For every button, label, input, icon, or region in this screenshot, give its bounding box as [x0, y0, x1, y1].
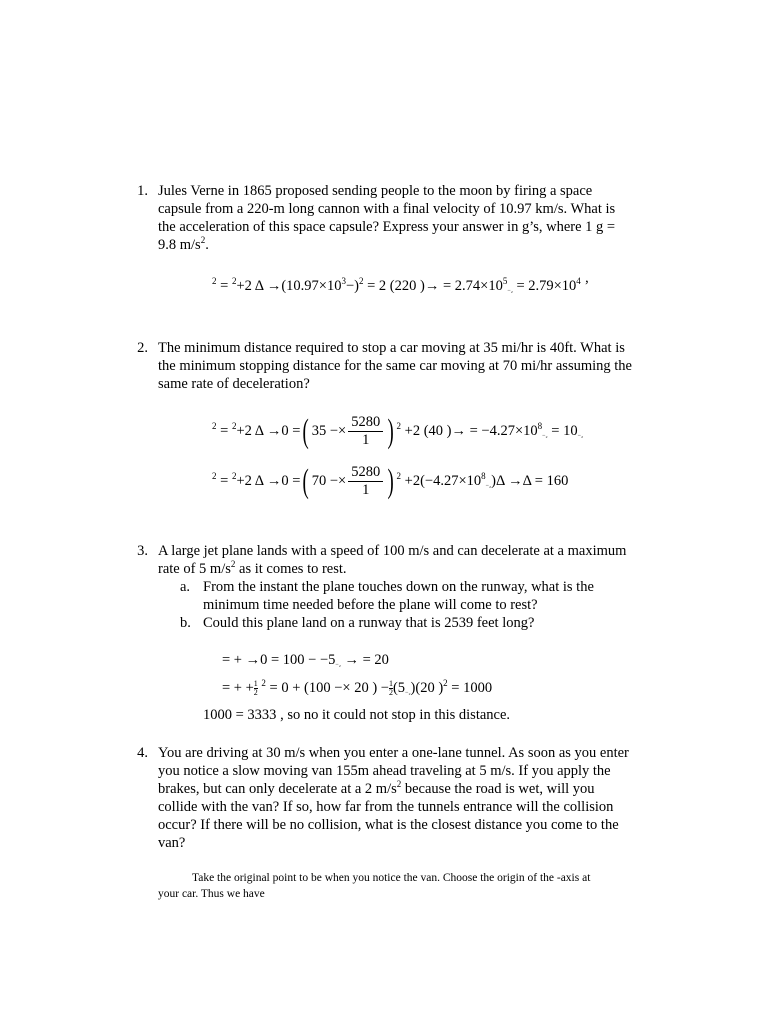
equation-2b: $^2$ = $^2$+2 Δ →0 =( 70 −× $\frac{5280}{1}$ ) $^2 +2(-4.27\times 10^8-_2)\Delta \to\Delta = 160$: [212, 462, 569, 500]
question-text-line: The minimum distance required to stop a car moving at 35 mi/hr is 40ft. What is: [158, 340, 625, 356]
subquestion-label: b.: [180, 615, 191, 631]
question-text-line: collide with the van? If so, how far from the tunnels entrance will the collision: [158, 799, 614, 815]
question-text-line: A large jet plane lands with a speed of 100 m/s and can decelerate at a maximum: [158, 543, 627, 559]
question-text-line: Jules Verne in 1865 proposed sending people to the moon by firing a space: [158, 183, 593, 199]
equation-3a: = + →0 = 100 − −5−₂ → = 20: [222, 652, 389, 668]
question-number: 4.: [137, 745, 148, 761]
question-number: 2.: [137, 340, 148, 356]
question-text-line: the minimum stopping distance for the same car moving at 70 mi/hr assuming the: [158, 358, 632, 374]
question-text-line: occur? If there will be no collision, what is the closest distance you come to the: [158, 817, 619, 833]
question-number: 3.: [137, 543, 148, 559]
question-text-line: rate of 5 $m/s^2$ as it comes to rest.: [158, 559, 347, 577]
equation-3b: = + + $\frac{1}{2}$ $^2$ = 0 + (100 −× 20 ) − $\frac{1}{2}$ (5−₂)(20 )$^2$ = 1000: [222, 678, 493, 698]
equation-3c: 1000 = 3333 , so no it could not stop in this distance.: [203, 707, 511, 723]
answer-text-line: Take the original point to be when you notice the van. Choose the origin of the -axis at: [192, 872, 591, 884]
subquestion-text-line: From the instant the plane touches down on the runway, what is the: [203, 579, 594, 595]
question-text-line: same rate of deceleration?: [158, 376, 310, 392]
question-text-line: the acceleration of this space capsule? Express your answer in g’s, where 1 g =: [158, 219, 616, 235]
question-text-line: van?: [158, 835, 186, 851]
subquestion-text-line: minimum time needed before the plane will come to rest?: [203, 597, 538, 613]
subquestion-text-line: Could this plane land on a runway that is 2539 feet long?: [203, 615, 535, 631]
question-text-line: you notice a slow moving van 155m ahead traveling at 5 m/s. If you apply the: [158, 763, 611, 779]
answer-text-line: your car. Thus we have: [158, 888, 265, 900]
question-text-line: brakes, but can only decelerate at a 2 $m/s^2$ because the road is wet, will you: [158, 779, 595, 797]
question-text-line: You are driving at 30 m/s when you enter a one-lane tunnel. As soon as you enter: [158, 745, 629, 761]
equation-1: $^2$ = $^2$+2 $\Delta \to(10.97\times 10^3-)^2 = 2$ (220 )→ = $2.74\times 10^5-_2 = 2.79\times 10^4$ ’: [212, 276, 590, 294]
question-text-line: capsule from a 220-m long cannon with a final velocity of 10.97 km/s. What is: [158, 201, 616, 217]
subquestion-label: a.: [180, 579, 191, 595]
equation-2a: $^2$ = $^2$+2 Δ →0 =( 35 −× $\frac{5280}{1}$ ) $^2$ +2 (40 )→ = $-4.27\times 10^8-_2 = 10-_2$: [212, 412, 584, 450]
question-number: 1.: [137, 183, 148, 199]
question-text-line: 9.8 $m/s^2$.: [158, 235, 209, 253]
